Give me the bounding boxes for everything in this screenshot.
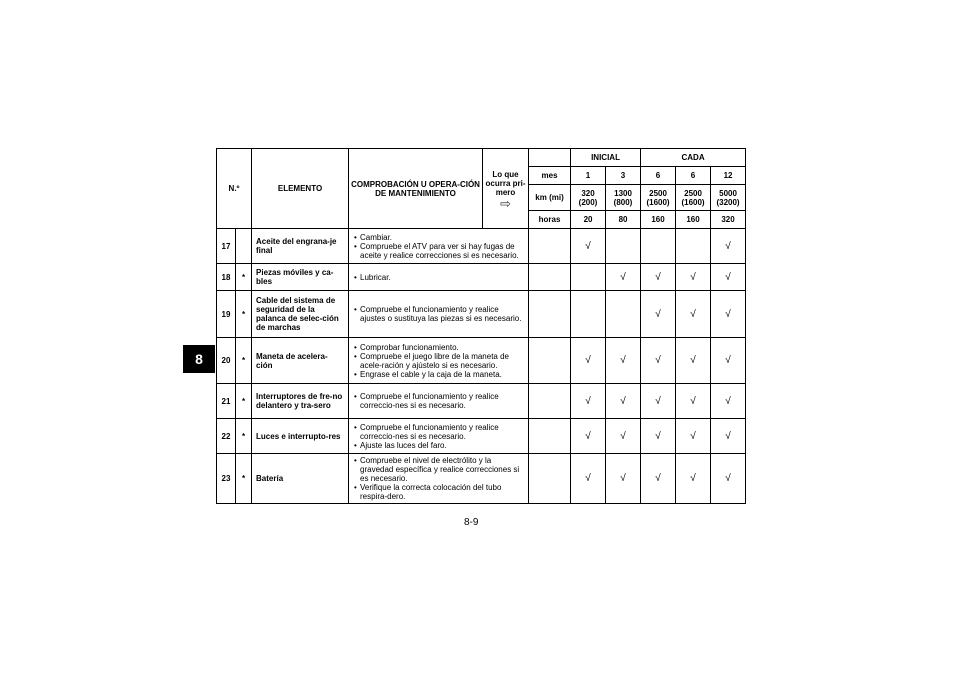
header-horas-value: 160: [676, 211, 711, 229]
interval-label-blank: [529, 384, 571, 419]
header-every: CADA: [641, 149, 746, 167]
table-row: [217, 291, 746, 338]
element-name: Interruptores de fre-no delantero y tra-sero: [252, 384, 349, 419]
check-item: • Ajuste las luces del faro.: [352, 441, 525, 450]
check-mark: √: [711, 291, 746, 338]
check-mark: √: [641, 338, 676, 384]
check-mark: √: [606, 338, 641, 384]
element-name: Cable del sistema de seguridad de la palanca de selec-ción de marchas: [252, 291, 349, 338]
header-mes-value: 1: [571, 167, 606, 185]
check-description: [349, 384, 529, 419]
interval-label-blank: [529, 264, 571, 291]
check-description: [349, 229, 529, 264]
dealer-star: *: [236, 264, 252, 291]
header-km-value: 5000 (3200): [711, 185, 746, 211]
table-row: [217, 384, 746, 419]
header-horas-value: 80: [606, 211, 641, 229]
check-item: • Compruebe el ATV para ver si hay fugas de aceite y realice correcciones si es necesario.: [352, 242, 525, 260]
check-mark: √: [641, 384, 676, 419]
dealer-star: *: [236, 419, 252, 454]
check-item: • Compruebe el funcionamiento y realice correccio-nes si es necesario.: [352, 392, 525, 410]
dealer-star: [236, 229, 252, 264]
header-horas-value: 160: [641, 211, 676, 229]
table-row: [217, 338, 746, 384]
maintenance-table: [216, 148, 746, 504]
check-mark: [606, 291, 641, 338]
header-km-value: 2500 (1600): [641, 185, 676, 211]
header-mes-value: 12: [711, 167, 746, 185]
element-name: Aceite del engrana-je final: [252, 229, 349, 264]
check-item: • Compruebe el funcionamiento y realice ajustes o sustituya las piezas si es necesario.: [352, 305, 525, 323]
check-mark: √: [606, 264, 641, 291]
check-mark: √: [676, 419, 711, 454]
check-mark: √: [711, 264, 746, 291]
dealer-star: *: [236, 338, 252, 384]
check-item: • Comprobar funcionamiento.: [352, 343, 525, 352]
header-mes-label: mes: [529, 167, 571, 185]
check-description: [349, 419, 529, 454]
check-mark: √: [676, 454, 711, 504]
header-km-value: 1300 (800): [606, 185, 641, 211]
row-number: 23: [217, 454, 236, 504]
header-element: ELEMENTO: [252, 149, 349, 229]
table-row: [217, 419, 746, 454]
check-description: [349, 338, 529, 384]
check-mark: √: [571, 338, 606, 384]
check-item: • Verifique la correcta colocación del tubo respira-dero.: [352, 483, 525, 501]
row-number: 18: [217, 264, 236, 291]
header-horas-value: 20: [571, 211, 606, 229]
check-mark: √: [676, 338, 711, 384]
table-row: [217, 229, 746, 264]
check-mark: [571, 264, 606, 291]
header-horas-label: horas: [529, 211, 571, 229]
check-mark: [606, 229, 641, 264]
check-mark: √: [606, 419, 641, 454]
header-km-value: 2500 (1600): [676, 185, 711, 211]
check-mark: √: [641, 291, 676, 338]
check-mark: √: [571, 384, 606, 419]
header-initial: INICIAL: [571, 149, 641, 167]
row-number: 19: [217, 291, 236, 338]
check-item: • Cambiar.: [352, 233, 525, 242]
header-first: [483, 149, 529, 229]
check-mark: √: [606, 454, 641, 504]
header-mes-value: 3: [606, 167, 641, 185]
dealer-star: *: [236, 291, 252, 338]
check-mark: √: [606, 384, 641, 419]
check-mark: √: [711, 338, 746, 384]
row-number: 22: [217, 419, 236, 454]
check-description: [349, 291, 529, 338]
interval-label-blank: [529, 338, 571, 384]
check-mark: √: [676, 384, 711, 419]
check-mark: √: [571, 419, 606, 454]
check-mark: [641, 229, 676, 264]
header-mes-value: 6: [676, 167, 711, 185]
element-name: Luces e interrupto-res: [252, 419, 349, 454]
row-number: 20: [217, 338, 236, 384]
check-mark: √: [711, 454, 746, 504]
interval-label-blank: [529, 454, 571, 504]
header-check: COMPROBACIÓN U OPERA-CIÓN DE MANTENIMIENTO: [349, 149, 483, 229]
check-item: • Lubricar.: [352, 273, 525, 282]
dealer-star: *: [236, 384, 252, 419]
element-name: Maneta de acelera-ción: [252, 338, 349, 384]
check-mark: √: [711, 229, 746, 264]
row-number: 17: [217, 229, 236, 264]
check-mark: √: [571, 229, 606, 264]
check-mark: √: [571, 454, 606, 504]
interval-label-blank: [529, 291, 571, 338]
section-tab: 8: [183, 345, 215, 373]
element-name: Batería: [252, 454, 349, 504]
check-item: • Engrase el cable y la caja de la maneta.: [352, 370, 525, 379]
arrow-right-icon: ⇨: [500, 195, 511, 211]
interval-label-blank: [529, 419, 571, 454]
check-description: [349, 454, 529, 504]
interval-label-blank: [529, 229, 571, 264]
check-mark: √: [711, 419, 746, 454]
table-row: [217, 264, 746, 291]
page-number: 8-9: [464, 517, 479, 528]
check-description: [349, 264, 529, 291]
header-first-label: Lo que ocurra pri-mero: [485, 169, 526, 197]
check-mark: √: [676, 264, 711, 291]
check-item: • Compruebe el nivel de electrólito y la gravedad específica y realice correcciones si es necesario.: [352, 456, 525, 483]
header-no: N.º: [217, 149, 252, 229]
check-mark: √: [641, 419, 676, 454]
element-name: Piezas móviles y ca-bles: [252, 264, 349, 291]
check-mark: √: [711, 384, 746, 419]
row-number: 21: [217, 384, 236, 419]
check-mark: √: [641, 264, 676, 291]
check-mark: [571, 291, 606, 338]
check-mark: √: [676, 291, 711, 338]
dealer-star: *: [236, 454, 252, 504]
header-km-label: km (mi): [529, 185, 571, 211]
table-row: [217, 454, 746, 504]
check-mark: √: [641, 454, 676, 504]
header-horas-value: 320: [711, 211, 746, 229]
check-mark: [676, 229, 711, 264]
header-km-value: 320 (200): [571, 185, 606, 211]
check-item: • Compruebe el juego libre de la maneta de acele-ración y ajústelo si es necesario.: [352, 352, 525, 370]
check-item: • Compruebe el funcionamiento y realice correccio-nes si es necesario.: [352, 423, 525, 441]
header-mes-value: 6: [641, 167, 676, 185]
